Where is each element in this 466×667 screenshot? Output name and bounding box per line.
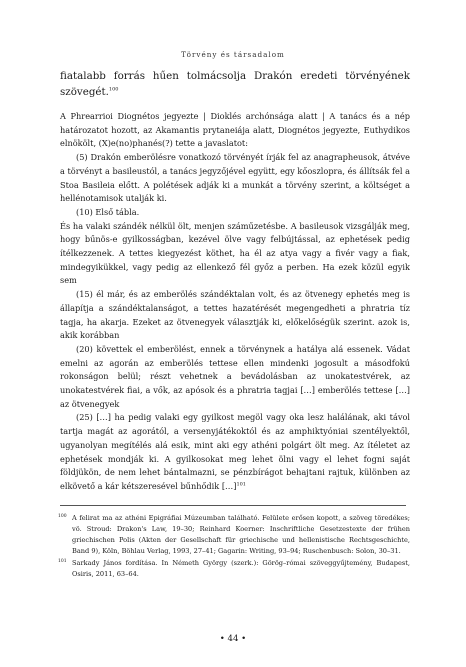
quote-paragraph-4: És ha valaki szándék nélkül ölt, menjen száműzetésbe. A basileusok vizsgálják meg, hogy bűnös-e gyilkosságban, kezével ölve vagy felbújtással, az ephetések pedig ítélkezzenek. A tettes kiegyezést köthet, ha él az atya vagy a fivér vagy a fiak, mindegyikükkel, vagy pedig az ellenkező fél győz a perben. Ha ezek közül egyik sem [60, 220, 410, 286]
inscription-translation [60, 110, 410, 494]
quote-paragraph-7-text: (25) […] ha pedig valaki egy gyilkost megöl vagy oka lesz halálának, aki távol tartja magát az agorától, a versenyjátékoktól és az amphiktyóniai szentélyektől, ugyanolyan megítélés alá esik, mint aki egy athéni polgárt ölt meg. Az ítéletet az ephetések mondják ki. A gyilkosokat meg lehet ölni vagy el lehet fogni saját földjükön, de nem lehet bántalmazni, se pénzbírágot behajtani rajtuk, különben az elkövető a kár kétszeresével bűnhődik […] [60, 412, 410, 491]
footnote-divider [60, 505, 406, 506]
footnote-101-text: Sarkady János fordítása. In Németh György (szerk.): Görög–római szöveggyűjtemény, Budapest, Osiris, 2011, 63–64. [72, 559, 410, 578]
intro-text: fiatalabb forrás hűen tolmácsolja Drakón eredeti törvényének szövegét. [60, 70, 410, 98]
footnotes [60, 513, 410, 581]
running-header: Törvény és társadalom [181, 50, 285, 59]
footnote-100-number: 100 [58, 514, 67, 519]
footnote-ref-101: 101 [236, 481, 246, 488]
footnote-101 [60, 558, 410, 580]
footnote-ref-100: 100 [108, 86, 119, 93]
page-number: • 44 • [219, 634, 247, 644]
footnote-100-text: A felirat ma az athéni Epigráfiai Múzeumban található. Felülete erősen kopott, a szöveg töredékes; vö. Stroud: Drakon's Law, 19–30; Reinhard Koerner: Inschriftliche Gesetzestexte der frühen griechischen Polis (Akten der Gesellschaft für griechische und hellenistische Rechtsgeschichte, Band 9), Köln, Böhlau Verlag, 1993, 27–41; Gagarin: Writing, 93–94; Ruschenbusch: Solon, 30–31. [72, 514, 410, 555]
footnote-101-number: 101 [58, 559, 67, 564]
quote-paragraph-2: (5) Drakón emberölésre vonatkozó törvényét írják fel az anagrapheusok, átvéve a törvényt a basileustól, a tanács jegyzőjével együtt, egy kőoszlopra, és állítsák fel a Stoa Basileia előtt. A polétések adják ki a munkát a törvény szerint, a költséget a hellénotamisok utalják ki. [60, 152, 410, 204]
quote-paragraph-7 [60, 411, 410, 493]
quote-paragraph-6: (20) követtek el emberölést, ennek a törvénynek a hatálya alá essenek. Vádat emelni az agorán az emberölés tettese ellen mindenki jogosult a másodfokú rokonságon belül; részt vehetnek a bevádolásban az unokatestvérek, az unokatestvérek fiai, a vők, az apósok és a phratria tagjai […] emberölés tettese […] az ötvenegyek [60, 343, 410, 409]
quote-paragraph-3: (10) Első tábla. [76, 206, 140, 217]
quote-paragraph-1: A Phrearrioi Diognétos jegyezte | Dioklés archónsága alatt | A tanács és a nép határozatot hozott, az Akamantis prytaneiája alatt, Diognétos jegyezte, Euthydikos elnökölt, (X)e(no)phanés(?) tette a javaslatot: [60, 111, 410, 149]
quote-paragraph-5: (15) él már, és az emberölés szándéktalan volt, és az ötvenegy ephetés meg is állapítja a szándéktalanságot, a tettes hazatérését megengedheti a phratria tíz tagja, ha akarja. Ezeket az ötvenegyek választják ki, előkelőségük szerint. azok is, akik korábban [60, 289, 410, 341]
footnote-100 [60, 513, 410, 557]
intro-paragraph [60, 68, 410, 100]
